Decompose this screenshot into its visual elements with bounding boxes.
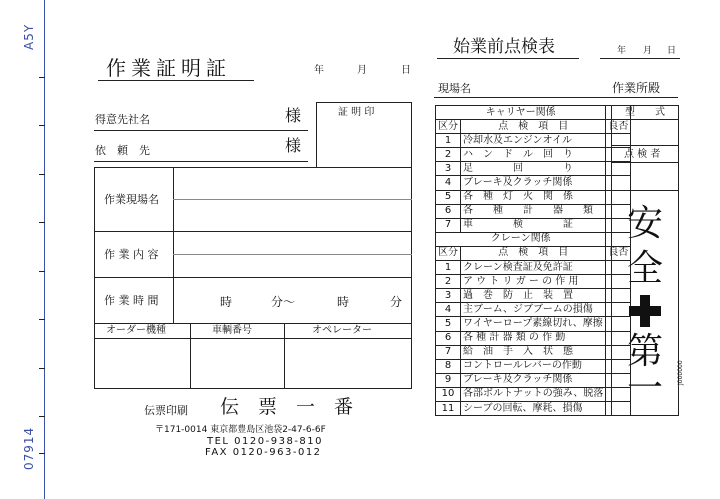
customer-line[interactable]: [94, 130, 308, 131]
site-name-line[interactable]: [434, 97, 678, 98]
crane-header: クレーン関係: [436, 232, 606, 246]
inspection-date-year: 年: [617, 46, 627, 56]
checklist-row: [436, 373, 631, 387]
item-number: 10: [436, 387, 461, 401]
checklist-row: [436, 148, 631, 162]
site-write-line: [173, 199, 412, 200]
time-minute-2: 分: [390, 295, 403, 309]
printer-fax: FAX 0120-963-012: [205, 447, 322, 458]
model-label: 型 式: [625, 107, 665, 118]
time-hour-1: 時: [220, 295, 233, 309]
content-write-line: [173, 254, 412, 255]
item-label: 各 種 計 器 類 の 作 動: [461, 331, 606, 345]
slogan-char: 全: [627, 248, 664, 289]
col-divider: [190, 323, 191, 389]
cross-icon: [628, 294, 662, 328]
customer-label: 得意先社名: [95, 113, 150, 126]
time-label: 作 業 時 間: [104, 294, 159, 307]
item-number: 1: [436, 261, 461, 275]
checklist-row: [436, 401, 631, 415]
item-number: 6: [436, 204, 461, 218]
inspector-divider: [611, 162, 679, 163]
item-number: 2: [436, 275, 461, 289]
item-number: 2: [436, 148, 461, 162]
small-code: J000000: [677, 360, 684, 385]
col-item: 点 検 項 目: [461, 120, 606, 134]
item-label: 車 検 証: [461, 218, 606, 232]
printer-tel: TEL 0120-938-810: [207, 436, 324, 447]
form-code-top: A5Y: [22, 23, 36, 50]
date-day: 日: [401, 65, 411, 76]
tick-mark: [39, 271, 45, 272]
checklist-row: [436, 162, 631, 176]
item-number: 8: [436, 359, 461, 373]
office-label: 作業所殿: [612, 81, 661, 95]
tick-mark: [39, 222, 45, 223]
checklist-row: [436, 359, 631, 373]
item-label: 足 回 り: [461, 162, 606, 176]
date-year: 年: [314, 65, 324, 76]
row-divider: [94, 231, 412, 232]
item-label: コントロールレバーの作動: [461, 359, 606, 373]
inspector-divider: [611, 190, 679, 191]
tick-mark: [39, 125, 45, 126]
content-label: 作 業 内 容: [104, 248, 159, 261]
checklist-row: [436, 204, 631, 218]
item-number: 6: [436, 331, 461, 345]
item-label: クレーン検査証及免許証: [461, 261, 606, 275]
item-label: ワイヤーロープ素線切れ、摩擦: [461, 317, 606, 331]
seal-label: 証 明 印: [338, 107, 375, 118]
row-divider: [94, 338, 412, 339]
date-month: 月: [357, 65, 367, 76]
col-ryohi: 良否: [606, 246, 631, 260]
item-number: 4: [436, 176, 461, 190]
header-row: [436, 246, 631, 260]
certificate-title: 作業証明証: [106, 56, 231, 80]
header-row: [436, 120, 631, 134]
tick-mark: [39, 77, 45, 78]
col-operator: オペレーター: [312, 325, 372, 336]
checklist-row: [436, 387, 631, 401]
site-name-label: 現場名: [438, 82, 471, 95]
checklist-row: [436, 275, 631, 289]
printer-label: 伝票印刷: [144, 404, 188, 417]
model-divider: [611, 119, 679, 120]
date-underline: [600, 58, 680, 59]
item-number: 4: [436, 303, 461, 317]
col-divider: [284, 323, 285, 389]
checklist-row: [436, 134, 631, 148]
side-strip: [0, 0, 45, 499]
item-label: 各 種 灯 火 関 係: [461, 190, 606, 204]
tick-mark: [39, 453, 45, 454]
checklist-row: [436, 331, 631, 345]
col-item: 点 検 項 目: [461, 246, 606, 260]
inspection-date-day: 日: [667, 46, 677, 56]
customer-suffix: 様: [285, 106, 302, 125]
tick-mark: [39, 319, 45, 320]
inspection-checklist: [435, 105, 631, 416]
item-label: 冷却水及エンジンオイル: [461, 134, 606, 148]
slogan-char: 一: [627, 368, 664, 409]
item-number: 3: [436, 162, 461, 176]
item-number: 3: [436, 289, 461, 303]
section-header-row: [436, 232, 631, 246]
item-label: ア ウ ト リ ガ ー の 作 用: [461, 275, 606, 289]
tick-mark: [39, 368, 45, 369]
checklist-row: [436, 261, 631, 275]
checklist-row: [436, 317, 631, 331]
item-number: 5: [436, 317, 461, 331]
slogan-char: 第: [627, 331, 664, 372]
site-label: 作業現場名: [104, 193, 159, 206]
checklist-row: [436, 218, 631, 232]
item-label: 各部ボルトナットの強み、脱落: [461, 387, 606, 401]
col-order-model: オーダー機種: [106, 325, 166, 336]
item-number: 5: [436, 190, 461, 204]
section-header-row: [436, 106, 631, 120]
tick-mark: [39, 416, 45, 417]
inspection-title-underline: [437, 58, 579, 59]
item-label: シーブの回転、摩耗、損傷: [461, 401, 606, 415]
checklist-row: [436, 289, 631, 303]
col-ryohi: 良否: [606, 120, 631, 134]
requester-label: 依 頼 先: [95, 144, 150, 157]
carrier-header: キャリヤー関係: [436, 106, 606, 120]
col-kubun: 区分: [436, 120, 461, 134]
item-label: ブレーキ及クラッチ関係: [461, 176, 606, 190]
printer-address: 〒171-0014 東京都豊島区池袋2-47-6-6F: [155, 425, 326, 435]
title-underline: [98, 80, 254, 81]
model-divider: [611, 145, 679, 146]
checklist-row: [436, 190, 631, 204]
time-hour-2: 時: [337, 295, 350, 309]
checklist-row: [436, 176, 631, 190]
row-divider: [94, 323, 412, 324]
inspection-title: 始業前点検表: [453, 37, 555, 57]
item-number: 1: [436, 134, 461, 148]
item-number: 9: [436, 373, 461, 387]
requester-line[interactable]: [94, 161, 308, 162]
item-label: ブレーキ及クラッチ関係: [461, 373, 606, 387]
checklist-row: [436, 345, 631, 359]
col-vehicle-number: 車輌番号: [212, 325, 252, 336]
time-minute-1: 分～: [271, 295, 296, 309]
tick-mark: [39, 174, 45, 175]
printer-name: 伝 票 一 番: [220, 396, 354, 418]
item-label: ハ ン ド ル 回 り: [461, 148, 606, 162]
item-label: 給 油 手 入 状 態: [461, 345, 606, 359]
item-number: 11: [436, 401, 461, 415]
item-number: 7: [436, 218, 461, 232]
requester-suffix: 様: [285, 136, 302, 155]
item-number: 7: [436, 345, 461, 359]
inspection-date-month: 月: [643, 46, 653, 56]
checklist-row: [436, 303, 631, 317]
item-label: 各 種 計 器 類: [461, 204, 606, 218]
slogan-char: 安: [627, 203, 664, 244]
inspector-label: 点 検 者: [624, 149, 661, 160]
form-code-bottom: 07914: [22, 426, 36, 470]
item-label: 主ブーム、ジブブームの損傷: [461, 303, 606, 317]
item-label: 過 巻 防 止 装 置: [461, 289, 606, 303]
label-divider: [173, 167, 174, 323]
col-kubun: 区分: [436, 246, 461, 260]
row-divider: [94, 277, 412, 278]
